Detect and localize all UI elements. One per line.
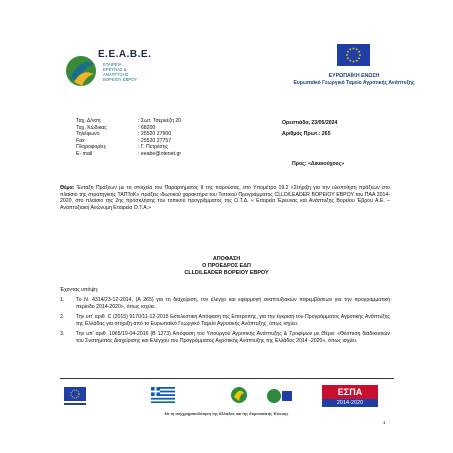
contact-value: : Σωτ. Τσερκέζη 20 [138,118,182,124]
contact-row [76,118,181,125]
org-name: Ε.Ε.Α.Β.Ε. [98,49,152,60]
page-number: 1 [383,420,386,425]
eu-star-icon [346,54,348,56]
list-item [60,297,390,310]
contact-value: : 68200 [138,124,156,131]
contact-label: E- mail [76,150,93,157]
decision-program: CLLD/LEADER ΒΟΡΕΙΟΥ ΕΒΡΟΥ [184,270,269,276]
protocol-number: Αριθμός Πρωτ.: 265 [282,131,331,137]
eu-star-icon [347,51,349,53]
decision-title: ΑΠΟΦΑΣΗ [212,256,241,262]
contact-block [76,118,181,158]
list-item-number: 1. [60,297,65,303]
company-logo-icon [64,52,98,90]
document-date: Ορεστιάδα, 23/05/2024 [282,120,338,126]
eu-star-icon [358,51,360,53]
contact-row [76,151,181,158]
eu-flag-icon [337,44,370,66]
rural-development-logo-icon [264,385,294,407]
list-item-number: 2. [60,314,65,321]
list-item-number: 3. [60,331,65,338]
contact-value: : 25520 27757 [138,137,172,144]
contact-label: Τηλέφωνο [76,131,100,138]
contact-value: : Γ. Πετρέσης [138,144,169,151]
espa-logo [322,385,378,407]
list-item [60,331,390,344]
considering-label: Έχοντας υπόψη: [60,287,99,293]
subject-paragraph [60,185,390,211]
considerations-list [60,297,390,349]
list-item [60,314,390,327]
eu-star-icon [353,48,355,50]
espa-years: 2014-2020 [322,399,378,407]
eu-star-icon [358,57,360,59]
contact-row [76,131,181,138]
eu-star-icon [349,48,351,50]
espa-label: ΕΣΠΑ [322,385,378,399]
list-item-text: Την υπ' αριθ. C (2015) 9170/11-12-2015 Εκτελεστική Απόφαση της Επιτροπής, για την έγκριση του Προγράμματος Αγροτικής Ανάπτυξης της Ελλάδας για στήριξη από το Ευρωπαϊκό Γεωργικό Ταμείο Αγροτικής Ανάπτυξης, όπως ισχύει. [76,314,390,327]
eu-star-icon [349,60,351,62]
list-item-text: Το Ν. 4314/23-12-2014, (Α 265) για τη διαχείριση, τον έλεγχο και εφαρμογή αναπτυξιακών παρεμβάσεων για την προγραμματική περίοδο 2014-2020», όπως ισχύει. [76,297,390,310]
eu-fund-label: Ευρωπαϊκό Γεωργικό Ταμείο Αγροτικής Ανάπτυξης [293,80,415,86]
list-item-text: Την υπ' αριθ. 1065/19-04-2016 (Β 1273) Απόφαση του Υπουργού Αγροτικής Ανάπτυξης & Τροφίμων με Θέμα: «Θέσπιση διαδικασιών του Συστήματος Διαχείρισης και Ελέγχου του Προγράμματος Αγροτικής Ανάπτυξης της Ελλάδος 2014 -2020», όπως ισχύει. [76,331,390,344]
leader-logo-icon [228,385,250,407]
contact-label: Fax [76,137,85,144]
eu-star-icon [356,48,358,50]
eu-footer-flag-icon [62,385,88,407]
eu-star-icon [359,54,361,56]
contact-label: Πληροφορίες [76,144,107,151]
subject-label: Θέμα: [60,185,75,191]
cofunding-caption: Με τη συγχρηματοδότηση της Ελλάδας και της Ευρωπαϊκής Ένωσης [164,412,289,416]
eu-star-icon [347,57,349,59]
eu-star-icon [356,60,358,62]
recipient: Προς: «Δικαιούχους» [292,161,345,167]
contact-row [76,144,181,151]
subject-text: Ένταξη Πράξεων με τα στοιχεία του Παραρτήματος ΙΙ της παρούσας, στο Υπομέτρο 19.2 «Στήριξη για την υλοποίηση πράξεων στο πλαίσιο της στρατηγικής ΤΑΠΤοΚ» πράξεις ιδιωτικού χαρακτήρα του Τοπικού Προγράμματος CLLD/LEADER ΒΟΡΕΙΟΥ ΕΒΡΟΥ του ΠΑΑ 2014-2020, στο πλαίσιο της 2ης πρόσκλησης του τοπικού προγράμματος της Ο.Τ.Δ. « Εταιρεία Έρευνας και Ανάπτυξης Βορείου Έβρου Α.Ε. – Αναπτυξιακή Ανώνυμη Εταιρεία Ο.Τ.Α.» [60,185,390,211]
decision-president: Ο ΠΡΟΕΔΡΟΣ ΕΔΠ [202,263,251,269]
eu-union-label: ΕΥΡΩΠΑΪΚΗ ΕΝΩΣΗ [328,73,380,79]
contact-value: : 25520 27900 [138,131,172,138]
org-subtitle: ΕΤΑΙΡΕΙΑ ΕΡΕΥΝΑΣ & ΑΝΑΠΤΥΞΗΣ ΒΟΡΕΙΟΥ ΕΒΡΟΥ [103,62,138,82]
footer-divider [60,378,394,379]
contact-label: Ταχ. Δ/νση [76,118,101,124]
eu-star-icon [353,61,355,63]
greek-flag-icon [150,385,176,407]
contact-value[interactable]: : eeabe@otenet.gr [138,150,182,157]
contact-label: Ταχ. Κώδικας [76,124,107,131]
